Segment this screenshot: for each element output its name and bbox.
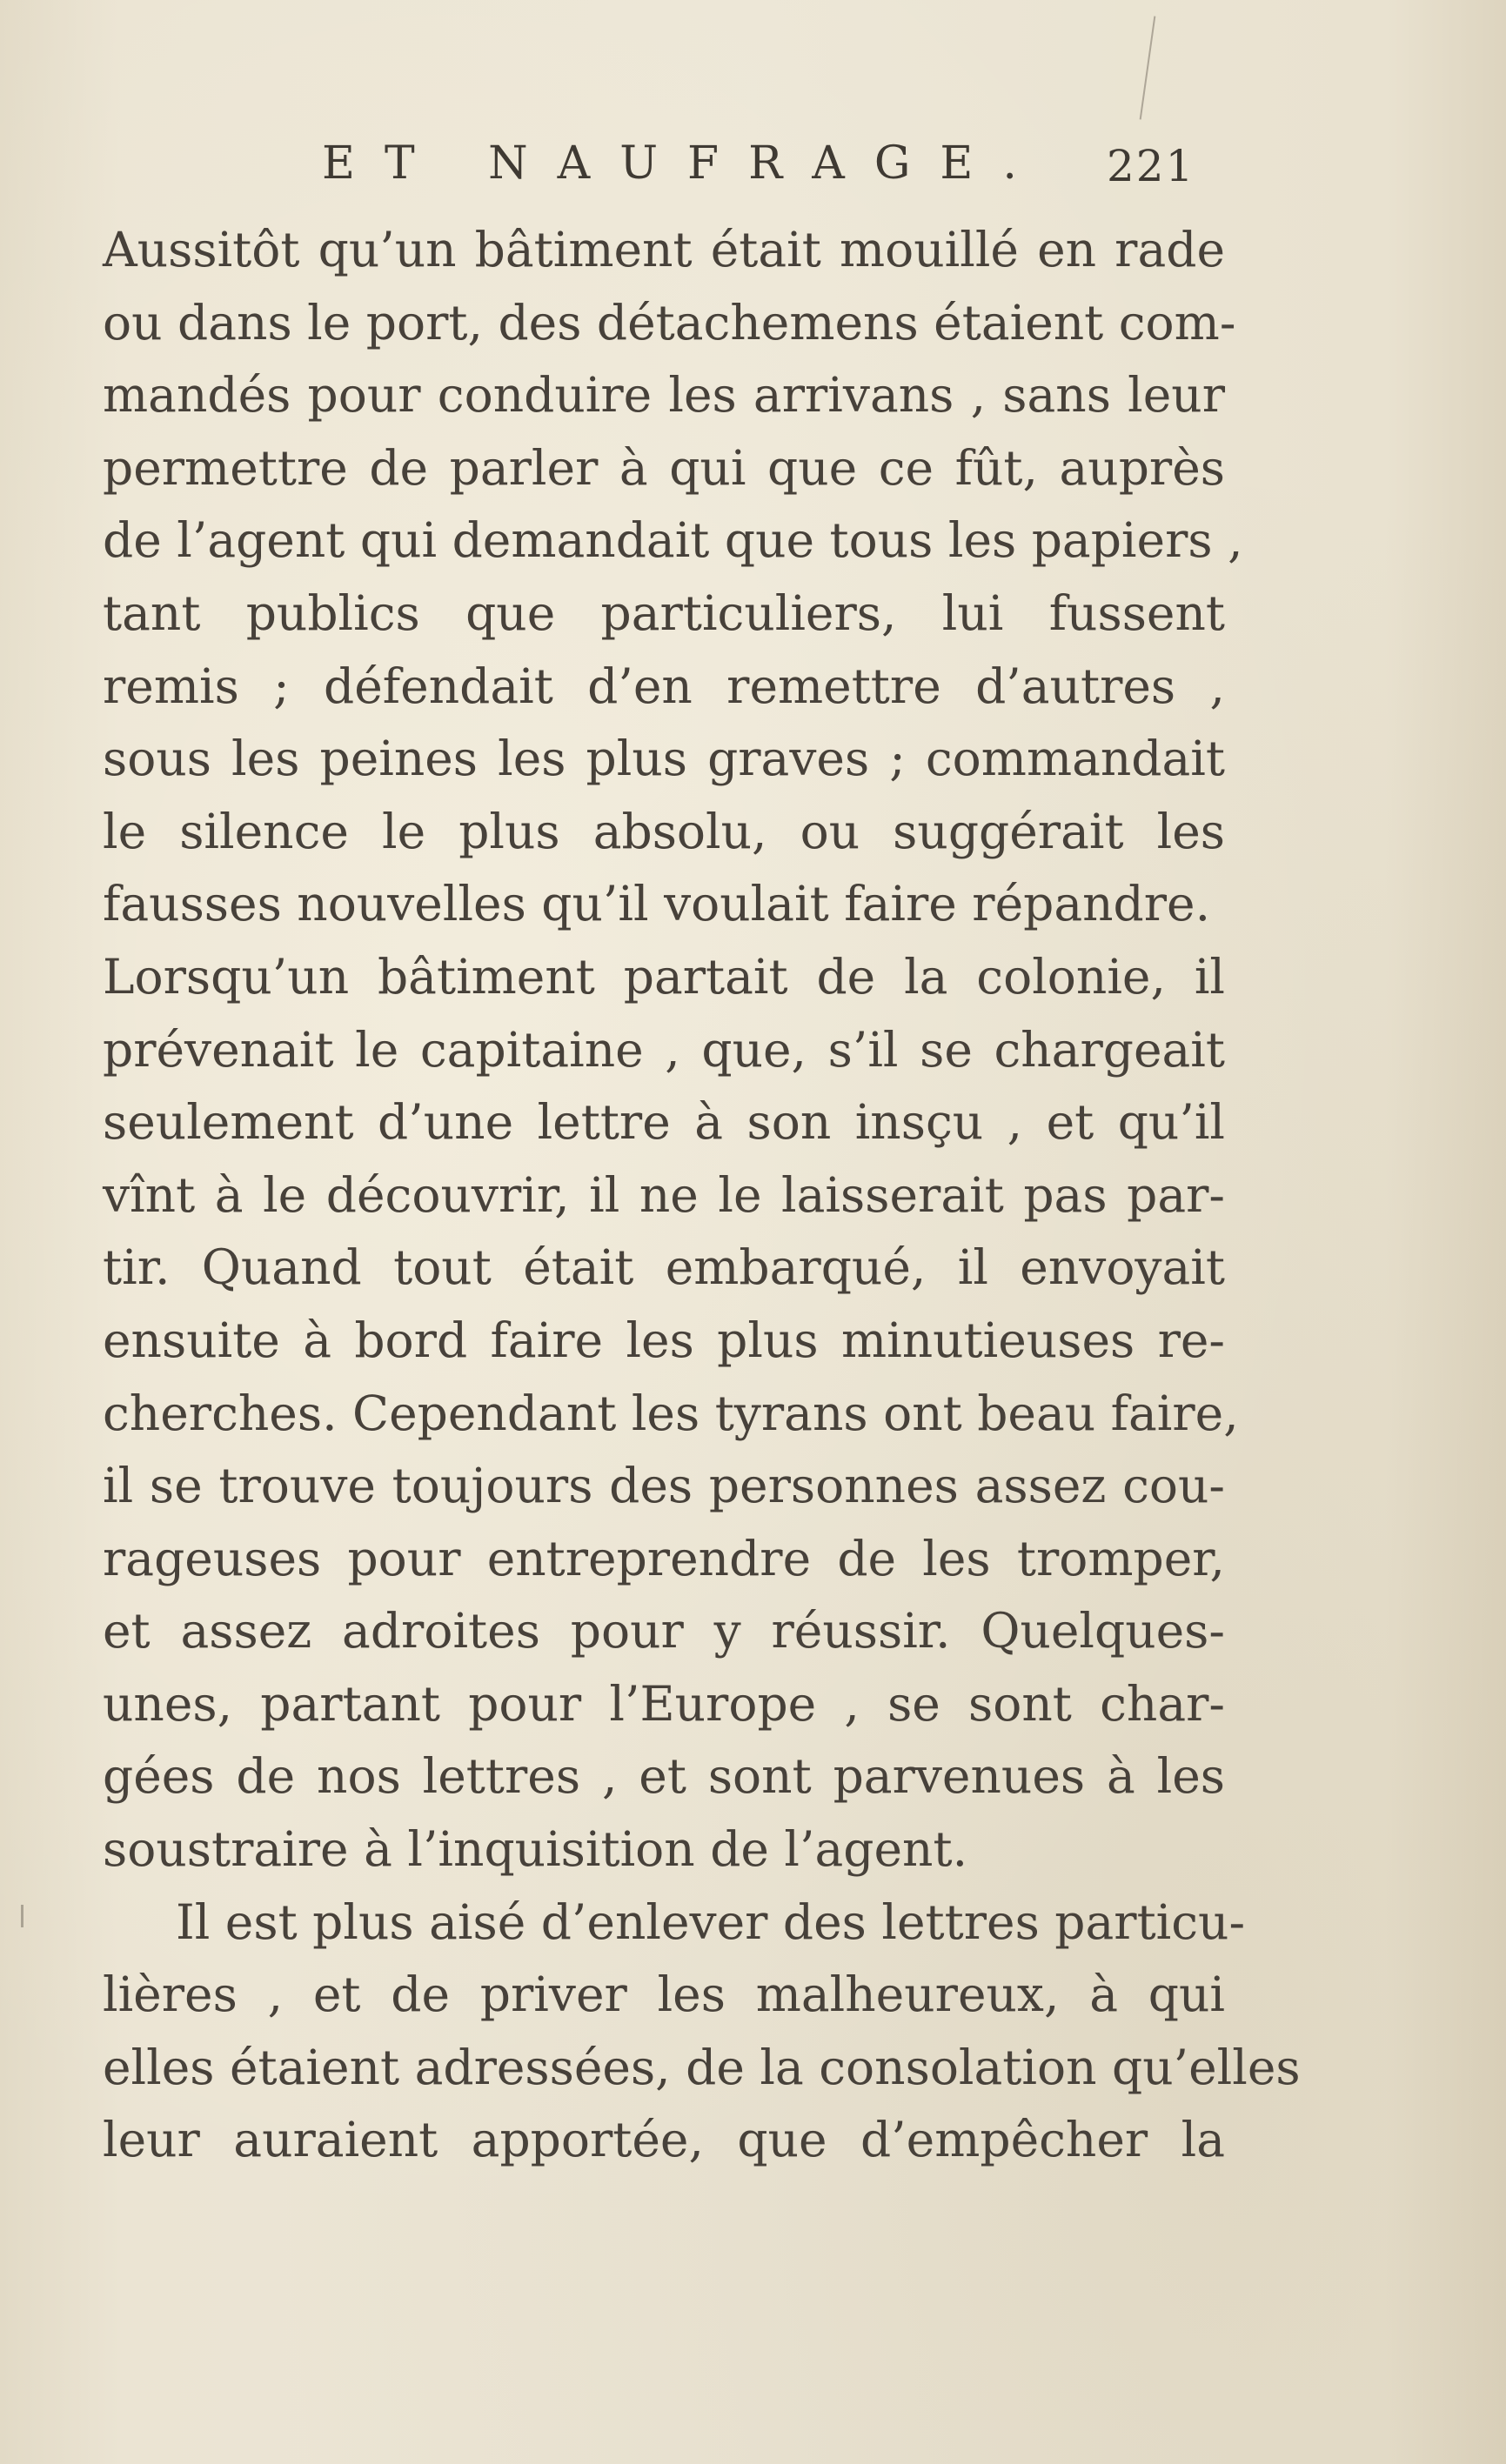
text-line: tir. Quand tout était embarqué, il envoyait [103, 1239, 1225, 1296]
text-line: il se trouve toujours des personnes assez cou- [103, 1458, 1225, 1514]
body-text [103, 214, 1301, 2177]
text-line: et assez adroites pour y réussir. Quelques- [103, 1603, 1225, 1659]
text-line: lières , et de priver les malheureux, à qui [103, 1967, 1225, 2023]
text-line: le silence le plus absolu, ou suggérait les [103, 803, 1225, 859]
text-line: ensuite à bord faire les plus minutieuses re- [103, 1312, 1225, 1368]
text-line: gées de nos lettres , et sont parvenues à les [103, 1748, 1225, 1805]
text-line: unes, partant pour l’Europe , se sont char- [103, 1675, 1225, 1732]
text-line: ou dans le port, des détachemens étaient com- [103, 294, 1236, 351]
text-line: sous les peines les plus graves ; commandait [103, 731, 1225, 787]
page-number: 221 [1107, 141, 1195, 191]
text-line: vînt à le découvrir, il ne le laisserait pas par- [103, 1166, 1225, 1223]
margin-pencil-stroke-top [1140, 16, 1156, 119]
text-line: permettre de parler à qui que ce fût, auprès [103, 439, 1225, 496]
text-line: Lorsqu’un bâtiment partait de la colonie, il [103, 948, 1225, 1005]
text-line: seulement d’une lettre à son insçu , et qu’il [103, 1094, 1225, 1151]
text-line: cherches. Cependant les tyrans ont beau faire, [103, 1385, 1239, 1441]
text-line: de l’agent qui demandait que tous les papiers , [103, 512, 1243, 569]
text-line: mandés pour conduire les arrivans , sans leur [103, 367, 1225, 424]
text-line: remis ; défendait d’en remettre d’autres , [103, 658, 1225, 714]
text-line: leur auraient apportée, que d’empêcher la [103, 2112, 1225, 2168]
text-line: Il est plus aisé d’enlever des lettres particu- [176, 1893, 1246, 1950]
margin-pencil-stroke-left [21, 1905, 23, 1927]
text-line: tant publics que particuliers, lui fussent [103, 584, 1225, 641]
text-line: rageuses pour entreprendre de les tromper, [103, 1530, 1225, 1586]
running-head: ET NAUFRAGE. [322, 137, 1047, 190]
text-line: soustraire à l’inquisition de l’agent. [103, 1821, 968, 1878]
text-line: Aussitôt qu’un bâtiment était mouillé en rade [103, 222, 1225, 277]
text-line: prévenait le capitaine , que, s’il se chargeait [103, 1021, 1225, 1078]
text-line: elles étaient adressées, de la consolation qu’elles [103, 2039, 1301, 2095]
text-line: fausses nouvelles qu’il voulait faire répandre. [103, 876, 1211, 932]
